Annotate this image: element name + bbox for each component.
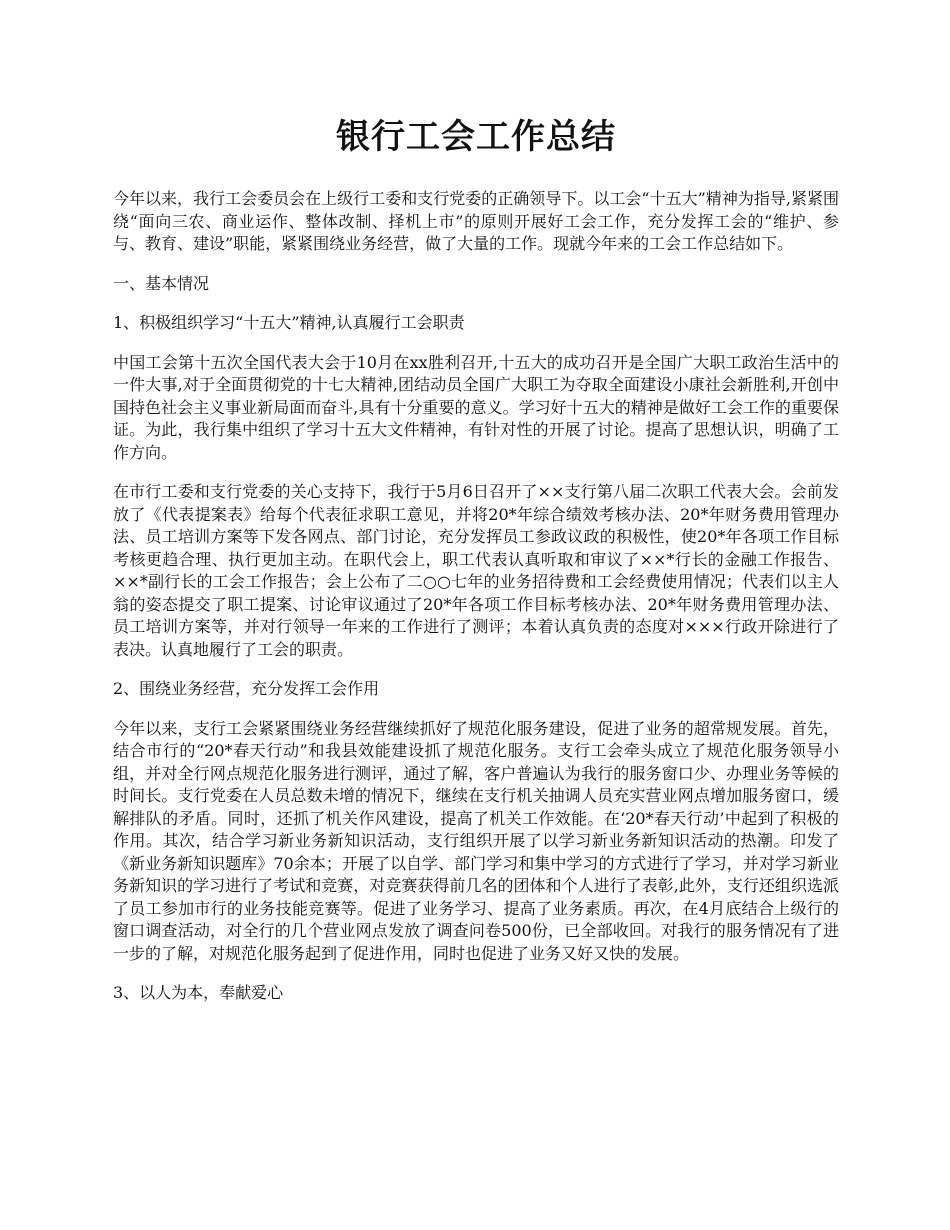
body-paragraph: 在市行工委和支行党委的关心支持下，我行于5月6日召开了××支行第八届二次职工代表大会。会前发放了《代表提案表》给每个代表征求职工意见，并将20*年综合绩效考核办法、20*年财务费用管理办法、员工培训方案等下发各网点、部门讨论，充分发挥员工参政议政的积极性，使20*年各项工作目标考核更趋合理、执行更加主动。在职代会上，职工代表认真听取和审议了××*行长的金融工作报告、××*副行长的工会工作报告；会上公布了二○○七年的业务招待费和工会经费使用情况；代表们以主人翁的姿态提交了职工提案、讨论审议通过了20*年各项工作目标考核办法、20*年财务费用管理办法、员工培训方案等，并对行领导一年来的工作进行了测评；本着认真负责的态度对×××行政开除进行了表决。认真地履行了工会的职责。 xyxy=(113,482,839,659)
body-paragraph: 今年以来，支行工会紧紧围绕业务经营继续抓好了规范化服务建设，促进了业务的超常规发展。首先，结合市行的“20*春天行动”和我县效能建设抓了规范化服务。支行工会牵头成立了规范化服务领导小组，并对全行网点规范化服务进行测评，通过了解，客户普遍认为我行的服务窗口少、办理业务等候的时间长。支行党委在人员总数未增的情况下，继续在支行机关抽调人员充实营业网点增加服务窗口，缓解排队的矛盾。同时，还抓了机关作风建设，提高了机关工作效能。在‘20*春天行动’中起到了积极的作用。其次，结合学习新业务新知识活动，支行组织开展了以学习新业务新知识活动的热潮。印发了《新业务新知识题库》70余本；开展了以自学、部门学习和集中学习的方式进行了学习，并对学习新业务新知识的学习进行了考试和竞赛，对竞赛获得前几名的团体和个人进行了表彰,此外，支行还组织选派了员工参加市行的业务技能竞赛等。促进了业务学习、提高了业务素质。再次，在4月底结合上级行的窗口调查活动，对全行的几个营业网点发放了调查问卷500份，已全部收回。对我行的服务情况有了进一步的了解，对规范化服务起到了促进作用，同时也促进了业务又好又快的发展。 xyxy=(113,718,839,963)
intro-paragraph: 今年以来，我行工会委员会在上级行工委和支行党委的正确领导下。以工会“十五大”精神为指导,紧紧围绕“面向三农、商业运作、整体改制、择机上市”的原则开展好工会工作，充分发挥工会的“维护、参与、教育、建设”职能，紧紧围绕业务经营，做了大量的工作。现就今年来的工会工作总结如下。 xyxy=(113,189,839,253)
document-title: 银行工会工作总结 xyxy=(336,117,616,157)
subsection-heading-3: 3、以人为本，奉献爱心 xyxy=(113,983,284,1002)
document-page xyxy=(113,112,839,1022)
body-paragraph: 中国工会第十五次全国代表大会于10月在xx胜利召开,十五大的成功召开是全国广大职工政治生活中的一件大事,对于全面贯彻党的十七大精神,团结动员全国广大职工为夺取全面建设小康社会新胜利,开创中国持色社会主义事业新局面而奋斗,具有十分重要的意义。学习好十五大的精神是做好工会工作的重要保证。为此，我行集中组织了学习十五大文件精神，有针对性的开展了讨论。提高了思想认识，明确了工作方向。 xyxy=(113,352,839,462)
subsection-heading-2: 2、围绕业务经营，充分发挥工会作用 xyxy=(113,679,380,698)
subsection-heading-1: 1、积极组织学习“十五大”精神,认真履行工会职责 xyxy=(113,313,465,332)
section-heading-basic-situation: 一、基本情况 xyxy=(113,273,210,293)
